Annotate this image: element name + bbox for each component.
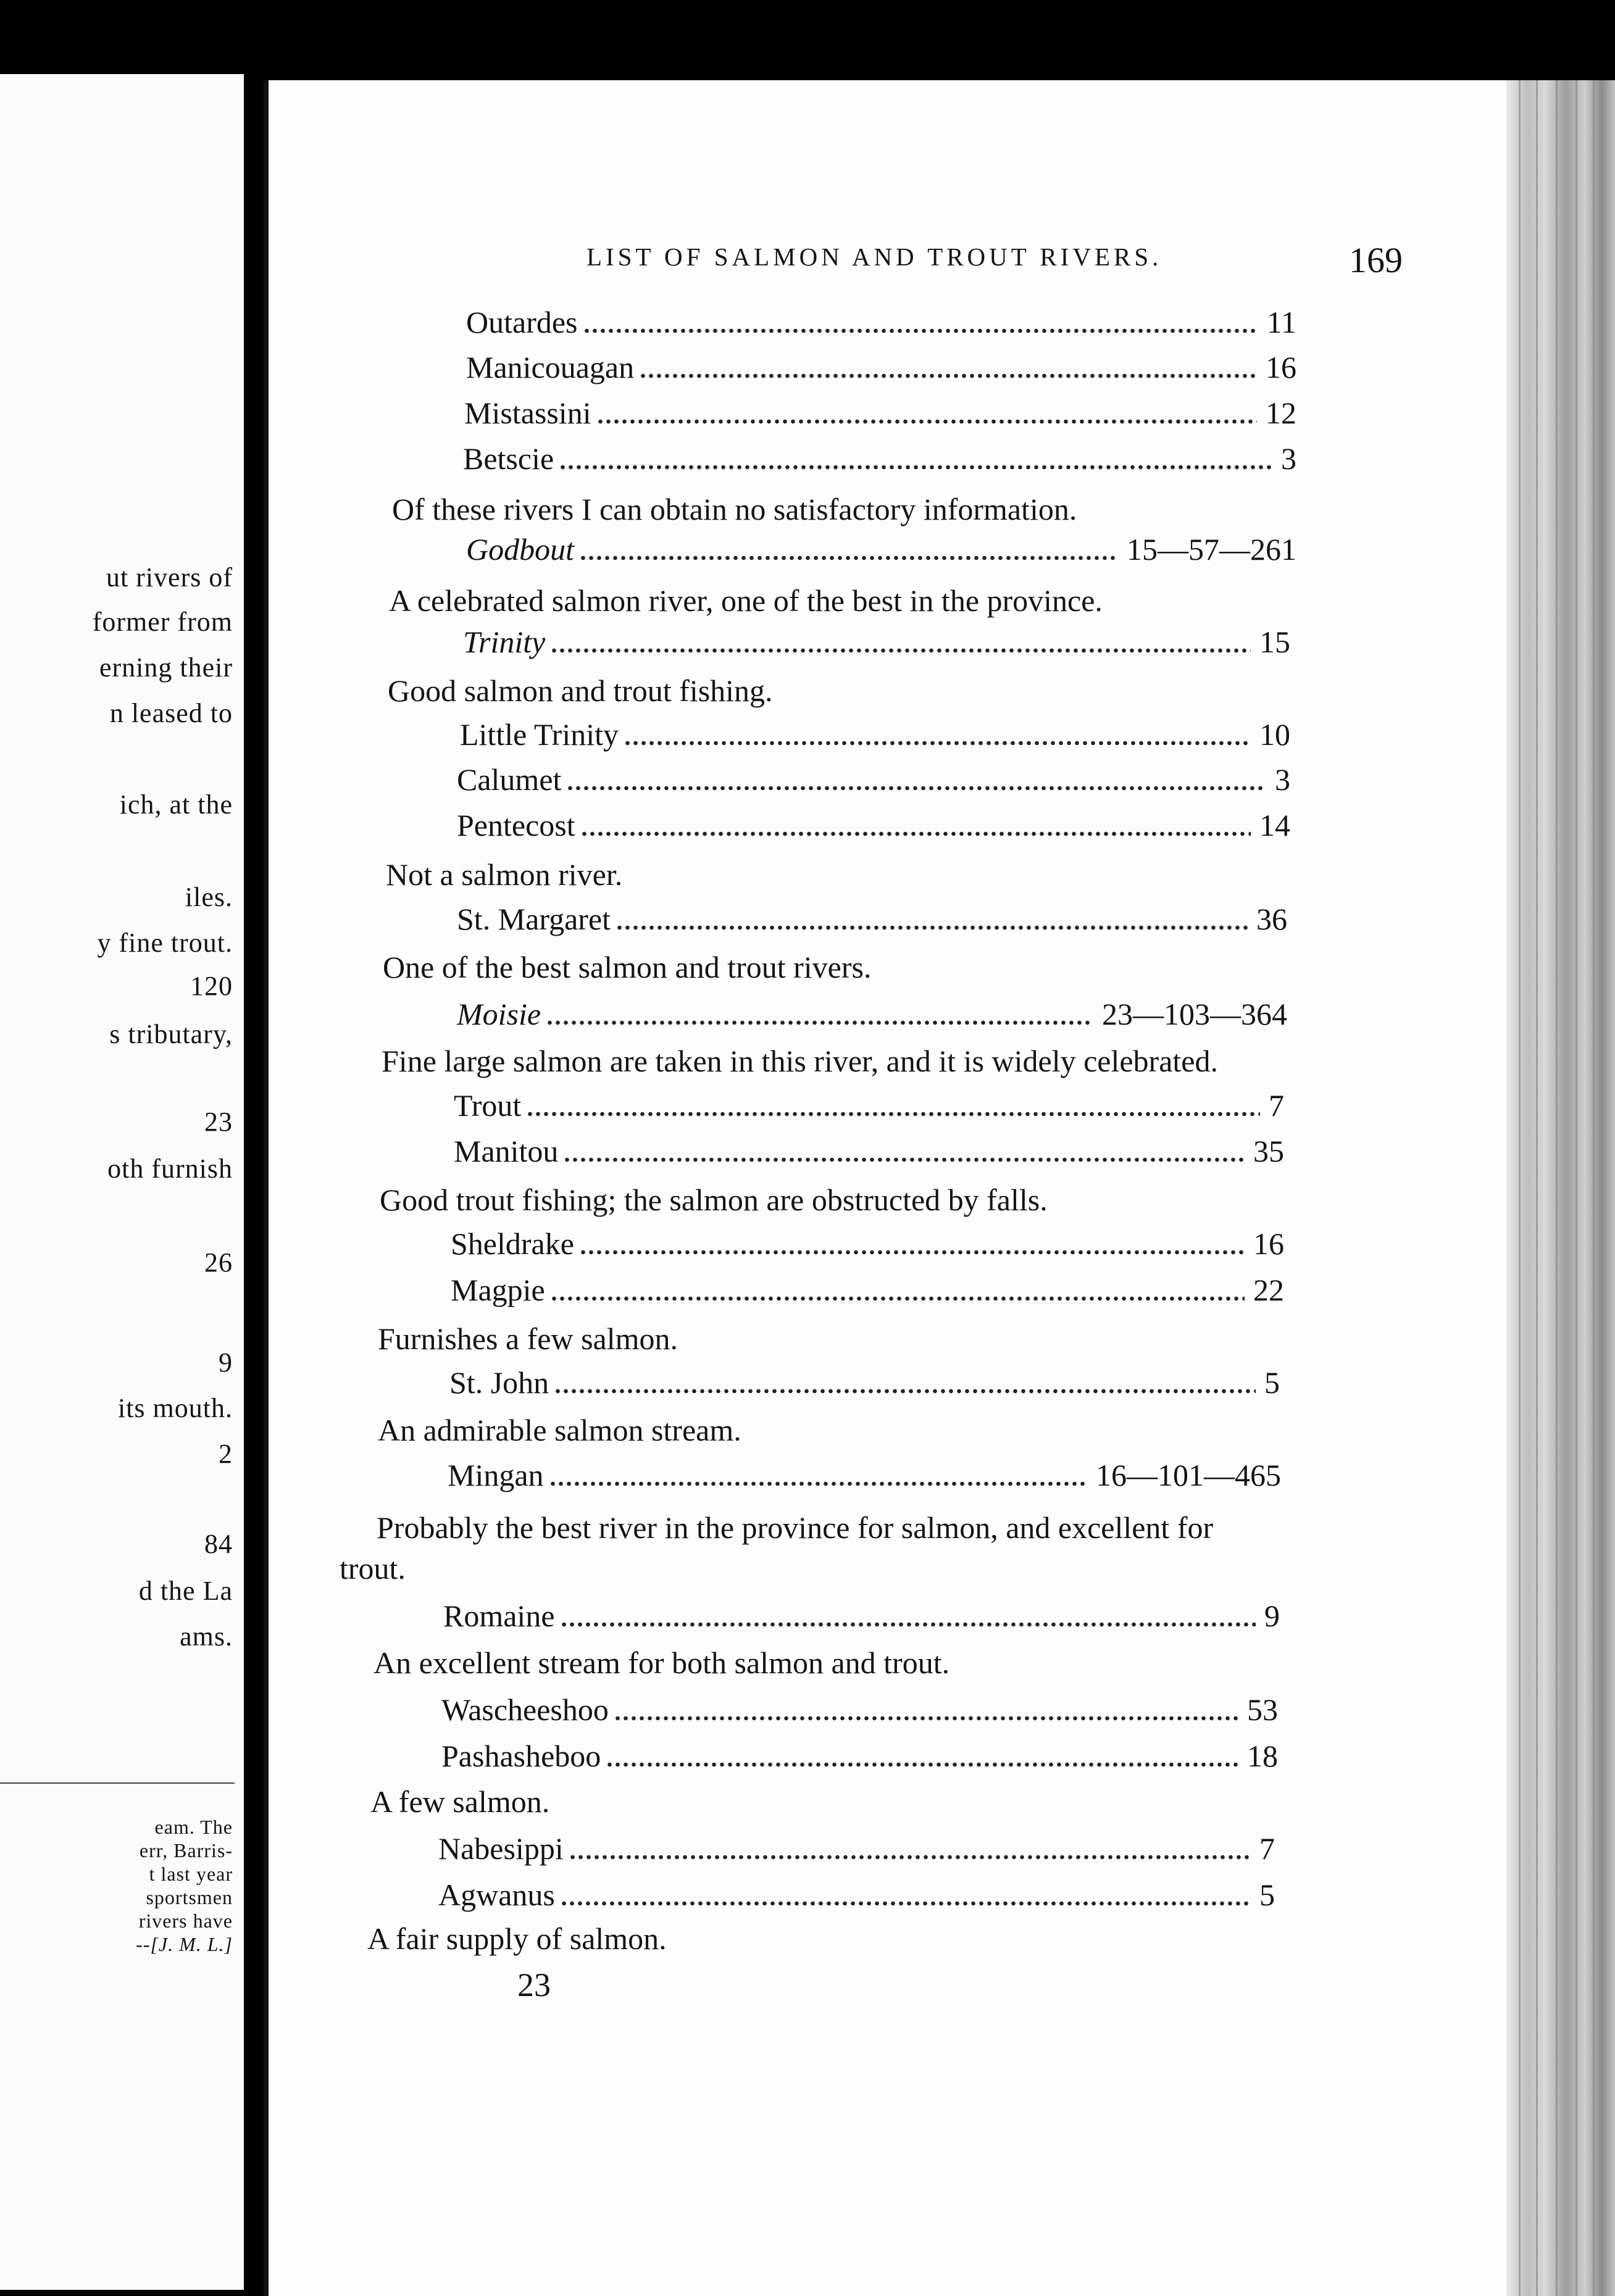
left-page-fragment: 9 bbox=[219, 1347, 233, 1378]
river-entry bbox=[463, 620, 1290, 660]
river-count: 35 bbox=[1253, 1134, 1284, 1168]
river-count: 16 bbox=[1266, 350, 1296, 385]
river-count: 11 bbox=[1266, 305, 1296, 339]
river-count: 15 bbox=[1259, 625, 1290, 659]
river-entry bbox=[466, 528, 1296, 567]
river-count: 5 bbox=[1259, 1878, 1275, 1912]
river-count: 53 bbox=[1247, 1692, 1278, 1727]
river-entry bbox=[457, 804, 1290, 843]
river-entry bbox=[454, 1084, 1284, 1123]
river-entry bbox=[460, 713, 1290, 752]
river-count: 14 bbox=[1259, 808, 1290, 842]
dot-leader bbox=[614, 1715, 1238, 1721]
left-facing-page bbox=[0, 74, 244, 2290]
river-entry bbox=[438, 1827, 1275, 1866]
river-name: Trout bbox=[454, 1088, 522, 1123]
left-page-fragment: iles. bbox=[185, 882, 233, 912]
dot-leader bbox=[549, 1481, 1087, 1487]
dot-leader bbox=[560, 1621, 1256, 1628]
river-count: 12 bbox=[1266, 396, 1296, 430]
river-name: Outardes bbox=[466, 305, 578, 339]
river-entry bbox=[463, 437, 1296, 476]
dot-leader bbox=[554, 1388, 1256, 1394]
river-entry bbox=[464, 391, 1296, 431]
left-footnote-line: err, Barris- bbox=[139, 1839, 233, 1861]
dot-leader bbox=[550, 647, 1251, 654]
left-footnote-line: --[J. M. L.] bbox=[136, 1933, 233, 1955]
left-footnote-line: rivers have bbox=[138, 1910, 233, 1932]
river-name: Nabesippi bbox=[438, 1831, 564, 1866]
river-name: Manicouagan bbox=[466, 350, 635, 385]
dot-leader bbox=[560, 1900, 1251, 1907]
dot-leader bbox=[579, 555, 1118, 561]
river-name: Pashasheboo bbox=[441, 1739, 601, 1773]
river-note: An excellent stream for both salmon and trout. bbox=[373, 1645, 950, 1680]
left-page-fragment: 23 bbox=[204, 1107, 233, 1137]
dot-leader bbox=[606, 1762, 1238, 1768]
river-entry bbox=[449, 1361, 1280, 1400]
dot-leader bbox=[550, 1296, 1245, 1302]
river-name: Romaine bbox=[443, 1599, 555, 1633]
river-count: 22 bbox=[1253, 1273, 1284, 1307]
river-name: Mingan bbox=[448, 1458, 544, 1492]
left-page-fragment: n leased to bbox=[109, 698, 233, 728]
river-note: Not a salmon river. bbox=[386, 857, 623, 892]
dot-leader bbox=[624, 740, 1251, 746]
left-footnote-line: eam. The bbox=[154, 1816, 233, 1838]
left-page-fragment: ich, at the bbox=[119, 789, 233, 820]
river-count: 5 bbox=[1264, 1365, 1280, 1400]
river-name: St. John bbox=[449, 1365, 549, 1400]
river-name: Manitou bbox=[454, 1134, 559, 1168]
left-page-fragment: its mouth. bbox=[117, 1393, 233, 1423]
river-count: 16 bbox=[1253, 1226, 1284, 1261]
river-name: Calumet bbox=[457, 762, 562, 797]
dot-leader bbox=[579, 1249, 1245, 1255]
dot-leader bbox=[616, 925, 1248, 931]
river-note: Fine large salmon are taken in this river, and it is widely celebrated. bbox=[382, 1044, 1218, 1078]
river-note: Of these rivers I can obtain no satisfactory information. bbox=[392, 492, 1077, 526]
river-entry bbox=[441, 1734, 1278, 1774]
dot-leader bbox=[566, 785, 1266, 791]
dot-leader bbox=[559, 464, 1272, 470]
river-note: An admirable salmon stream. bbox=[378, 1413, 741, 1447]
river-entry bbox=[466, 346, 1296, 385]
river-entry bbox=[441, 1688, 1278, 1728]
river-name: Mistassini bbox=[464, 396, 591, 430]
left-page-fragment: 26 bbox=[204, 1247, 233, 1278]
dot-leader bbox=[639, 373, 1257, 379]
dot-leader bbox=[563, 1157, 1245, 1163]
dot-leader bbox=[546, 1020, 1093, 1026]
running-head: LIST OF SALMON AND TROUT RIVERS. bbox=[586, 243, 1162, 271]
river-entry bbox=[451, 1268, 1284, 1308]
footnote-divider bbox=[0, 1782, 235, 1784]
dot-leader bbox=[526, 1111, 1260, 1117]
river-note: A fair supply of salmon. bbox=[367, 1921, 667, 1956]
left-page-fragment: y fine trout. bbox=[97, 928, 233, 958]
river-name: St. Margaret bbox=[457, 902, 611, 936]
river-entry bbox=[443, 1594, 1280, 1634]
river-note: Good salmon and trout fishing. bbox=[388, 673, 773, 708]
left-page-fragment: erning their bbox=[99, 652, 233, 683]
page-edge-stack bbox=[1506, 80, 1615, 2296]
left-page-fragment: s tributary, bbox=[109, 1019, 233, 1049]
dot-leader bbox=[583, 328, 1258, 334]
river-name: Godbout bbox=[466, 532, 574, 567]
left-page-fragment: d the La bbox=[138, 1576, 233, 1606]
river-count: 3 bbox=[1281, 441, 1296, 476]
river-count: 18 bbox=[1247, 1739, 1278, 1773]
river-count: 7 bbox=[1259, 1831, 1275, 1866]
river-count: 3 bbox=[1275, 762, 1290, 797]
river-note: A celebrated salmon river, one of the best in the province. bbox=[389, 583, 1103, 618]
left-page-fragment: 2 bbox=[219, 1439, 233, 1469]
river-name: Agwanus bbox=[438, 1878, 555, 1912]
river-entry bbox=[466, 301, 1296, 340]
river-entry bbox=[454, 1129, 1284, 1169]
river-name: Little Trinity bbox=[460, 717, 619, 752]
river-count: 16—101—465 bbox=[1096, 1458, 1281, 1492]
river-name: Sheldrake bbox=[451, 1226, 574, 1261]
dot-leader bbox=[596, 418, 1257, 425]
river-entry bbox=[457, 897, 1287, 937]
signature-mark: 23 bbox=[517, 1966, 551, 2003]
dot-leader bbox=[569, 1854, 1251, 1860]
river-count: 15—57—261 bbox=[1127, 532, 1296, 567]
river-note: Good trout fishing; the salmon are obstructed by falls. bbox=[380, 1183, 1048, 1217]
river-count: 7 bbox=[1269, 1088, 1284, 1123]
river-note: One of the best salmon and trout rivers. bbox=[383, 950, 872, 984]
river-name: Betscie bbox=[463, 441, 554, 476]
river-entry bbox=[448, 1454, 1281, 1493]
river-name: Wascheeshoo bbox=[441, 1692, 609, 1727]
left-page-fragment: 120 bbox=[190, 971, 233, 1001]
river-note: Furnishes a few salmon. bbox=[378, 1321, 678, 1356]
river-count: 10 bbox=[1259, 717, 1290, 752]
river-entry bbox=[457, 992, 1287, 1032]
left-footnote-line: sportsmen bbox=[146, 1886, 233, 1908]
river-name: Pentecost bbox=[457, 808, 575, 842]
river-entry bbox=[451, 1222, 1284, 1262]
river-count: 23—103—364 bbox=[1102, 997, 1287, 1031]
left-page-fragment: ut rivers of bbox=[106, 562, 233, 593]
river-entry bbox=[438, 1873, 1275, 1913]
left-page-fragment: 84 bbox=[204, 1529, 233, 1559]
river-note: Probably the best river in the province for salmon, and excellent for bbox=[377, 1510, 1214, 1545]
river-note: A few salmon. bbox=[370, 1784, 550, 1819]
river-note: trout. bbox=[340, 1551, 406, 1586]
left-page-fragment: former from bbox=[92, 607, 233, 637]
page-number: 169 bbox=[1349, 240, 1403, 280]
dot-leader bbox=[580, 831, 1251, 837]
left-footnote-line: t last year bbox=[149, 1863, 233, 1885]
river-name: Moisie bbox=[457, 997, 541, 1031]
left-page-fragment: ams. bbox=[180, 1621, 233, 1652]
river-name: Trinity bbox=[463, 625, 546, 659]
river-entry bbox=[457, 758, 1290, 797]
left-page-fragment: oth furnish bbox=[107, 1154, 233, 1184]
river-count: 9 bbox=[1264, 1599, 1280, 1633]
river-name: Magpie bbox=[451, 1273, 545, 1307]
river-count: 36 bbox=[1256, 902, 1287, 936]
